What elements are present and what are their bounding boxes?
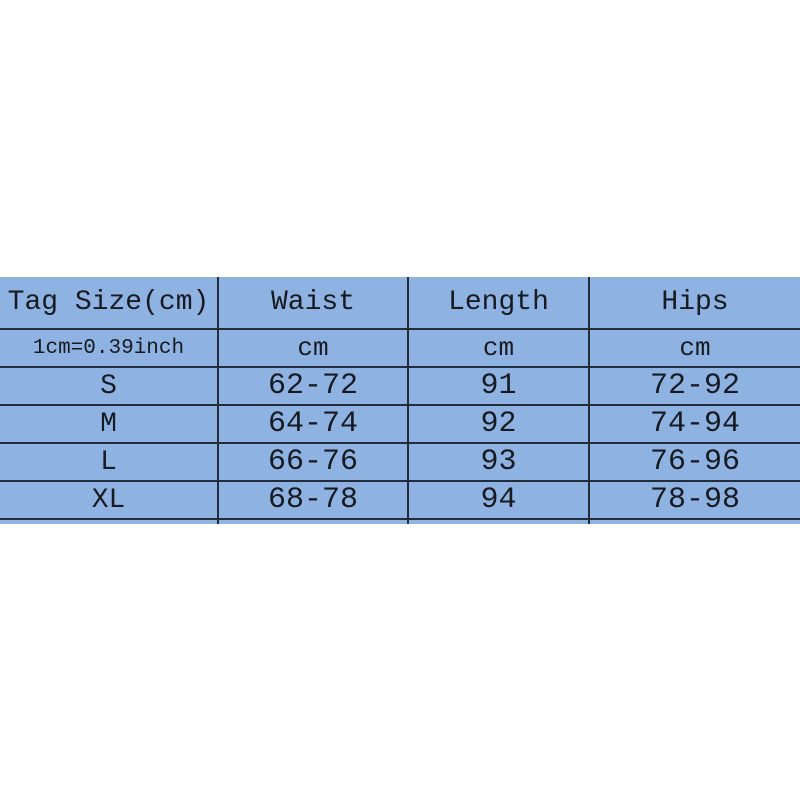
length-value: 93: [408, 443, 589, 481]
length-value: 92: [408, 405, 589, 443]
strip-cell: [0, 519, 218, 524]
size-label: XL: [0, 481, 218, 519]
table-row-xl: [0, 481, 800, 519]
hips-value: 72-92: [589, 367, 800, 405]
header-cell-length: Length: [408, 277, 589, 329]
header-row: [0, 277, 800, 329]
table-row-s: [0, 367, 800, 405]
waist-value: 68-78: [218, 481, 408, 519]
waist-value: 64-74: [218, 405, 408, 443]
units-row: [0, 329, 800, 367]
header-cell-hips: Hips: [589, 277, 800, 329]
header-cell-tag-size: Tag Size(cm): [0, 277, 218, 329]
header-cell-waist: Waist: [218, 277, 408, 329]
strip-cell: [218, 519, 408, 524]
size-label: S: [0, 367, 218, 405]
hips-value: 78-98: [589, 481, 800, 519]
size-label: M: [0, 405, 218, 443]
waist-value: 62-72: [218, 367, 408, 405]
strip-cell: [589, 519, 800, 524]
unit-cell-waist: cm: [218, 329, 408, 367]
hips-value: 74-94: [589, 405, 800, 443]
size-label: L: [0, 443, 218, 481]
length-value: 91: [408, 367, 589, 405]
strip-cell: [408, 519, 589, 524]
waist-value: 66-76: [218, 443, 408, 481]
size-chart-table: [0, 277, 800, 524]
unit-cell-hips: cm: [589, 329, 800, 367]
length-value: 94: [408, 481, 589, 519]
unit-cell-length: cm: [408, 329, 589, 367]
bottom-blue-strip: [0, 519, 800, 524]
table-row-m: [0, 405, 800, 443]
conversion-note: 1cm=0.39inch: [0, 329, 218, 367]
table-row-l: [0, 443, 800, 481]
hips-value: 76-96: [589, 443, 800, 481]
